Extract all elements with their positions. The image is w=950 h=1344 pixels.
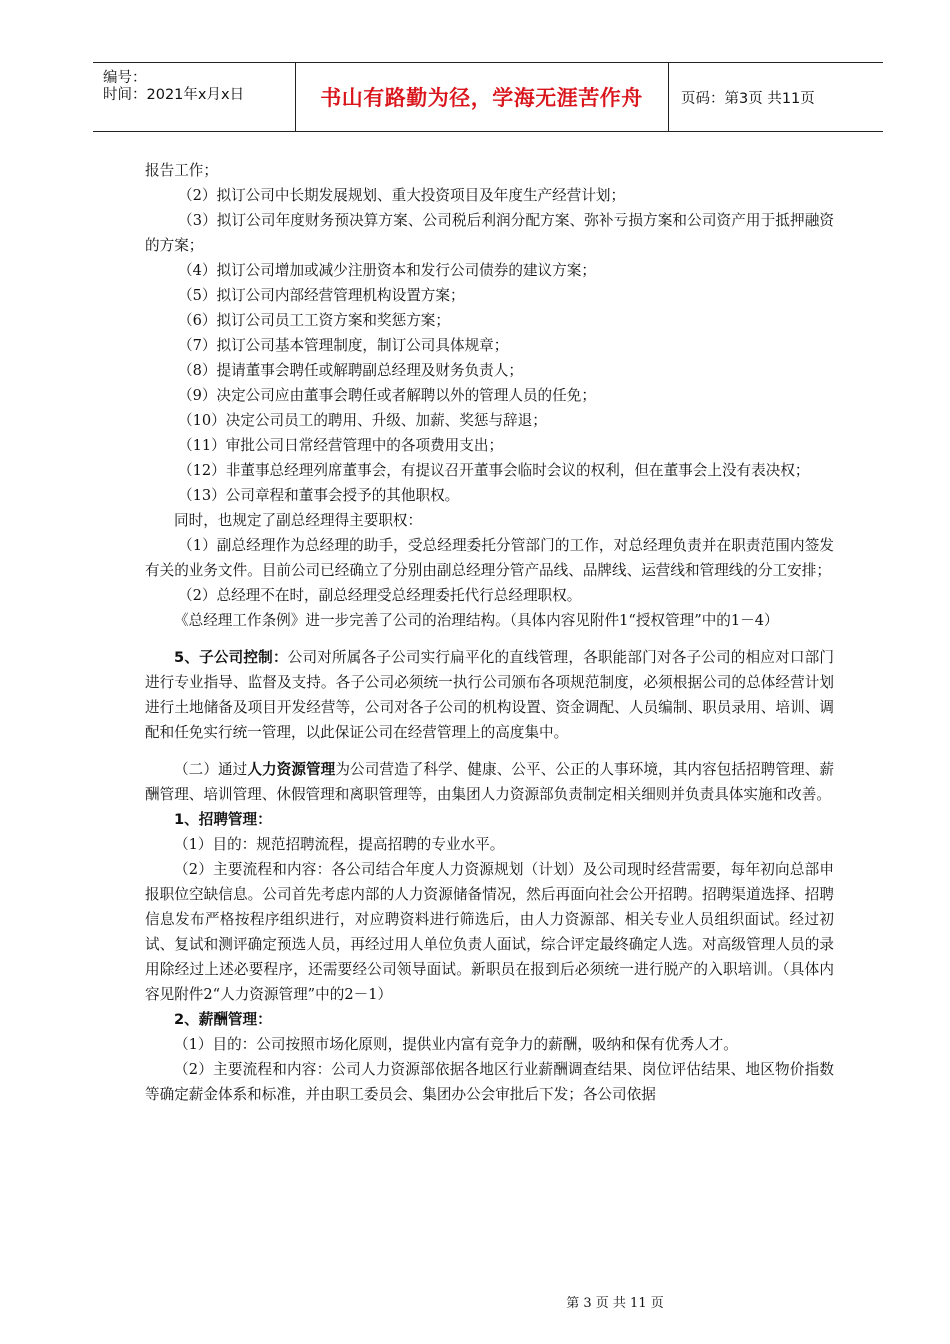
section-heading: 1、招聘管理： <box>174 811 272 828</box>
paragraph: （8）提请董事会聘任或解聘副总经理及财务负责人； <box>178 362 523 379</box>
paragraph: （10）决定公司员工的聘用、升级、加薪、奖惩与辞退； <box>178 412 547 429</box>
section-heading: 人力资源管理 <box>247 761 336 778</box>
page-number-label: 页码：第3页 共11页 <box>681 90 815 107</box>
paragraph: （12）非董事总经理列席董事会，有提议召开董事会临时会议的权利，但在董事会上没有表决权； <box>178 462 810 479</box>
paragraph: （2）总经理不在时，副总经理受总经理委托代行总经理职权。 <box>178 587 582 604</box>
paragraph: 报告工作； <box>145 162 218 179</box>
paragraph: （2）拟订公司中长期发展规划、重大投资项目及年度生产经营计划； <box>178 187 626 204</box>
paragraph <box>145 645 834 745</box>
paragraph: （1）副总经理作为总经理的助手，受总经理委托分管部门的工作，对总经理负责并在职责范围内签发有关的业务文件。目前公司已经确立了分别由副总经理分管产品线、品牌线、运营线和管理线的分工安排； <box>145 537 834 579</box>
paragraph: （6）拟订公司员工工资方案和奖惩方案； <box>178 312 450 329</box>
paragraph: （1）目的：规范招聘流程，提高招聘的专业水平。 <box>174 836 505 853</box>
paragraph: （9）决定公司应由董事会聘任或者解聘以外的管理人员的任免； <box>178 387 596 404</box>
paragraph: 《总经理工作条例》进一步完善了公司的治理结构。（具体内容见附件1“授权管理”中的1－4） <box>174 612 779 629</box>
document-body <box>145 158 834 1107</box>
header-info-cell <box>93 63 296 131</box>
page-footer <box>0 1292 950 1311</box>
paragraph: （7）拟订公司基本管理制度，制订公司具体规章； <box>178 337 509 354</box>
paragraph: （11）审批公司日常经营管理中的各项费用支出； <box>178 437 504 454</box>
paragraph <box>145 757 834 807</box>
page-header <box>93 62 883 132</box>
spacer <box>145 633 834 645</box>
footer-page-number: 第 3 页 共 11 页 <box>566 1296 664 1311</box>
time-label: 时间：2021年x月x日 <box>103 87 245 103</box>
motto: 书山有路勤为径，学海无涯苦作舟 <box>320 86 643 110</box>
paragraph: （2）主要流程和内容：公司人力资源部依据各地区行业薪酬调查结果、岗位评估结果、地区物价指数等确定薪金体系和标准，并由职工委员会、集团办公会审批后下发；各公司依据 <box>145 1061 834 1103</box>
section-heading: 5、子公司控制： <box>174 649 288 666</box>
paragraph: （3）拟订公司年度财务预决算方案、公司税后利润分配方案、弥补亏损方案和公司资产用于抵押融资的方案； <box>145 212 834 254</box>
paragraph: （2）主要流程和内容：各公司结合年度人力资源规划（计划）及公司现时经营需要，每年初向总部申报职位空缺信息。公司首先考虑内部的人力资源储备情况，然后再面向社会公开招聘。招聘渠道选择、招聘信息发布严格按程序组织进行，对应聘资料进行筛选后，由人力资源部、相关专业人员组织面试。经过初试、复试和测评确定预选人员，再经过用人单位负责人面试，综合评定最终确定人选。对高级管理人员的录用除经过上述必要程序，还需要经公司领导面试。新职员在报到后必须统一进行脱产的入职培训。（具体内容见附件2“人力资源管理”中的2－1） <box>145 861 834 1003</box>
header-page-cell <box>669 63 883 131</box>
paragraph: 同时，也规定了副总经理得主要职权： <box>174 512 423 529</box>
paragraph-text: 公司对所属各子公司实行扁平化的直线管理，各职能部门对各子公司的相应对口部门进行专业指导、监督及支持。各子公司必须统一执行公司颁布各项规范制度，必须根据公司的总体经营计划进行土地储备及项目开发经营等，公司对各子公司的机构设置、资金调配、人员编制、职员录用、培训、调配和任免实行统一管理，以此保证公司在经营管理上的高度集中。 <box>145 649 834 741</box>
spacer <box>145 745 834 757</box>
header-motto-cell <box>295 63 669 131</box>
section-heading: 2、薪酬管理： <box>174 1011 272 1028</box>
paragraph-text: （二）通过 <box>174 761 248 778</box>
paragraph: （1）目的：公司按照市场化原则，提供业内富有竞争力的薪酬，吸纳和保有优秀人才。 <box>174 1036 738 1053</box>
paragraph: （13）公司章程和董事会授予的其他职权。 <box>178 487 460 504</box>
paragraph: （5）拟订公司内部经营管理机构设置方案； <box>178 287 465 304</box>
number-label: 编号： <box>103 70 147 86</box>
paragraph: （4）拟订公司增加或减少注册资本和发行公司债券的建议方案； <box>178 262 596 279</box>
paragraph-text: 为公司营造了科学、健康、公平、公正的人事环境，其内容包括招聘管理、薪酬管理、培训管理、休假管理和离职管理等，由集团人力资源部负责制定相关细则并负责具体实施和改善。 <box>145 761 834 803</box>
